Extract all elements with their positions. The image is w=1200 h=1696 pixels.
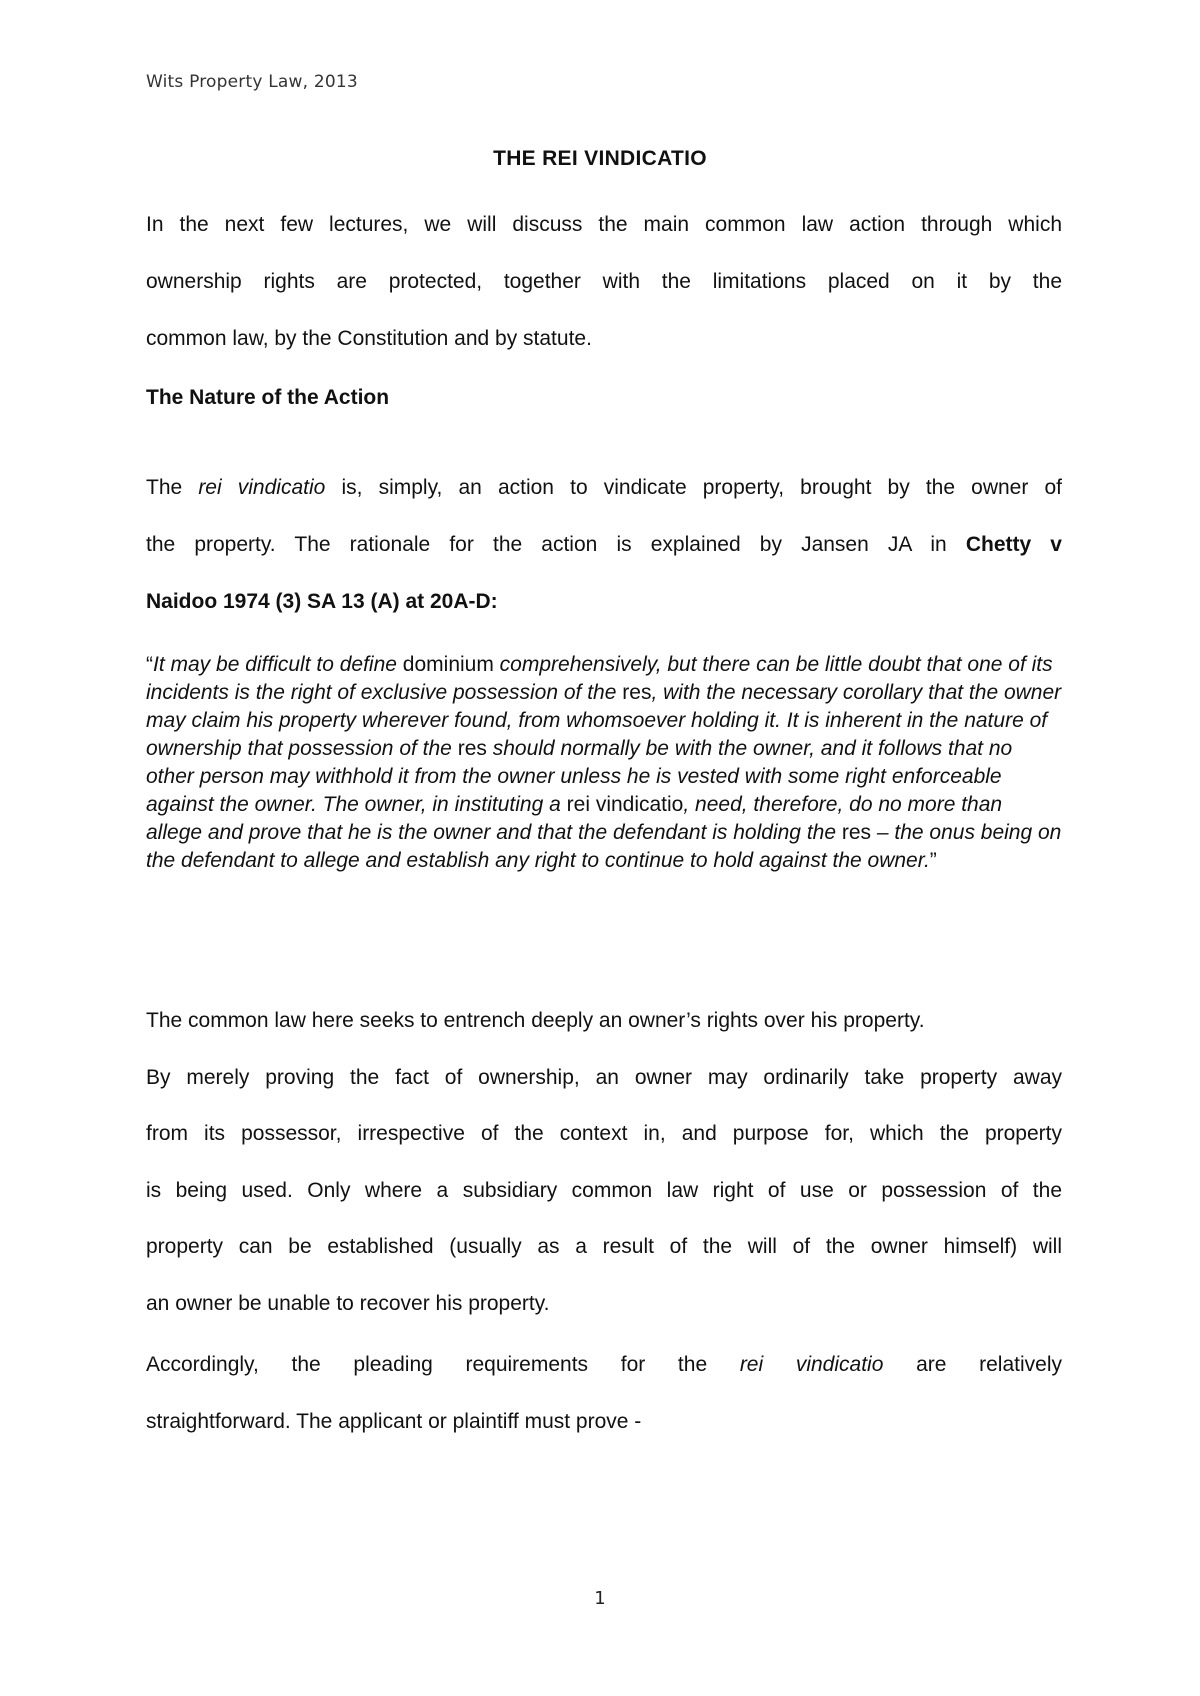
nature-text: is, simply, an action to vindicate property, brought by the owner of <box>325 476 1062 499</box>
term-dominium: dominium <box>402 653 494 676</box>
intro-line-2: ownership rights are protected, together with the limitations placed on it by the <box>146 270 1062 293</box>
pleading-text: are relatively <box>883 1353 1062 1376</box>
nature-line-2 <box>146 516 1062 573</box>
quote-text: , with the necessary corollary that the owner may claim his property wherever found, from whomsoever holding it. It is inherent in the nature of ownership that possession of the <box>146 681 1062 760</box>
open-quote: “ <box>146 653 153 676</box>
pleading-paragraph <box>146 1336 1062 1450</box>
term-res: res <box>841 821 872 844</box>
case-citation: Naidoo 1974 (3) SA 13 (A) at 20A-D: <box>146 590 498 613</box>
pleading-line-1 <box>146 1336 1062 1393</box>
common-law-line-6: an owner be unable to recover his property. <box>146 1291 550 1315</box>
running-header: Wits Property Law, 2013 <box>146 72 358 92</box>
quote-text: – the onus being on the defendant to allege and establish any right to continue to hold against the owner. <box>146 821 1062 872</box>
common-law-line-5: property can be established (usually as a result of the will of the owner himself) will <box>146 1235 1062 1258</box>
close-quote: ” <box>929 849 937 872</box>
term-rei-vindicatio: rei vindicatio <box>739 1353 884 1376</box>
quote-text: should normally be with the owner, and it follows that no other person may withhold it from the owner unless he is vested with some right enforceable against the owner. The owner, in instituting a <box>146 737 1013 816</box>
intro-line-1: In the next few lectures, we will discuss the main common law action through which <box>146 213 1062 236</box>
term-rei-vindicatio: rei vindicatio <box>566 793 684 816</box>
pleading-text: Accordingly, the pleading requirements for the <box>146 1353 740 1376</box>
term-rei-vindicatio: rei vindicatio <box>198 476 326 499</box>
nature-line-3 <box>146 573 1062 630</box>
case-citation: Chetty v <box>965 533 1062 556</box>
page-number: 1 <box>594 1588 606 1609</box>
common-law-paragraph <box>146 993 1062 1332</box>
nature-text: the property. The rationale for the action is explained by Jansen JA in <box>146 533 966 556</box>
document-title: THE REI VINDICATIO <box>493 147 707 170</box>
quote-text: , need, therefore, do no more than allege and prove that he is the owner and that the defendant is holding the <box>146 793 1003 844</box>
common-law-line-1: The common law here seeks to entrench deeply an owner’s rights over his property. <box>146 1009 925 1032</box>
intro-paragraph <box>146 196 1062 367</box>
quote-text: It may be difficult to define <box>153 653 403 676</box>
case-quotation <box>146 651 1062 875</box>
term-res: res <box>457 737 487 760</box>
common-law-line-3: from its possessor, irrespective of the context in, and purpose for, which the property <box>146 1122 1062 1145</box>
term-res: res <box>622 681 652 704</box>
quote-text: comprehensively, but there can be little doubt that one of its incidents is the right of exclusive possession of the <box>146 653 1053 704</box>
pleading-line-2: straightforward. The applicant or plaintiff must prove - <box>146 1410 642 1433</box>
nature-line-1 <box>146 459 1062 516</box>
intro-line-3: common law, by the Constitution and by statute. <box>146 327 592 350</box>
nature-paragraph <box>146 459 1062 630</box>
common-law-line-4: is being used. Only where a subsidiary common law right of use or possession of the <box>146 1178 1062 1202</box>
common-law-line-2: By merely proving the fact of ownership, an owner may ordinarily take property away <box>146 1065 1062 1089</box>
section-heading: The Nature of the Action <box>146 386 390 409</box>
nature-text: The <box>146 476 199 499</box>
